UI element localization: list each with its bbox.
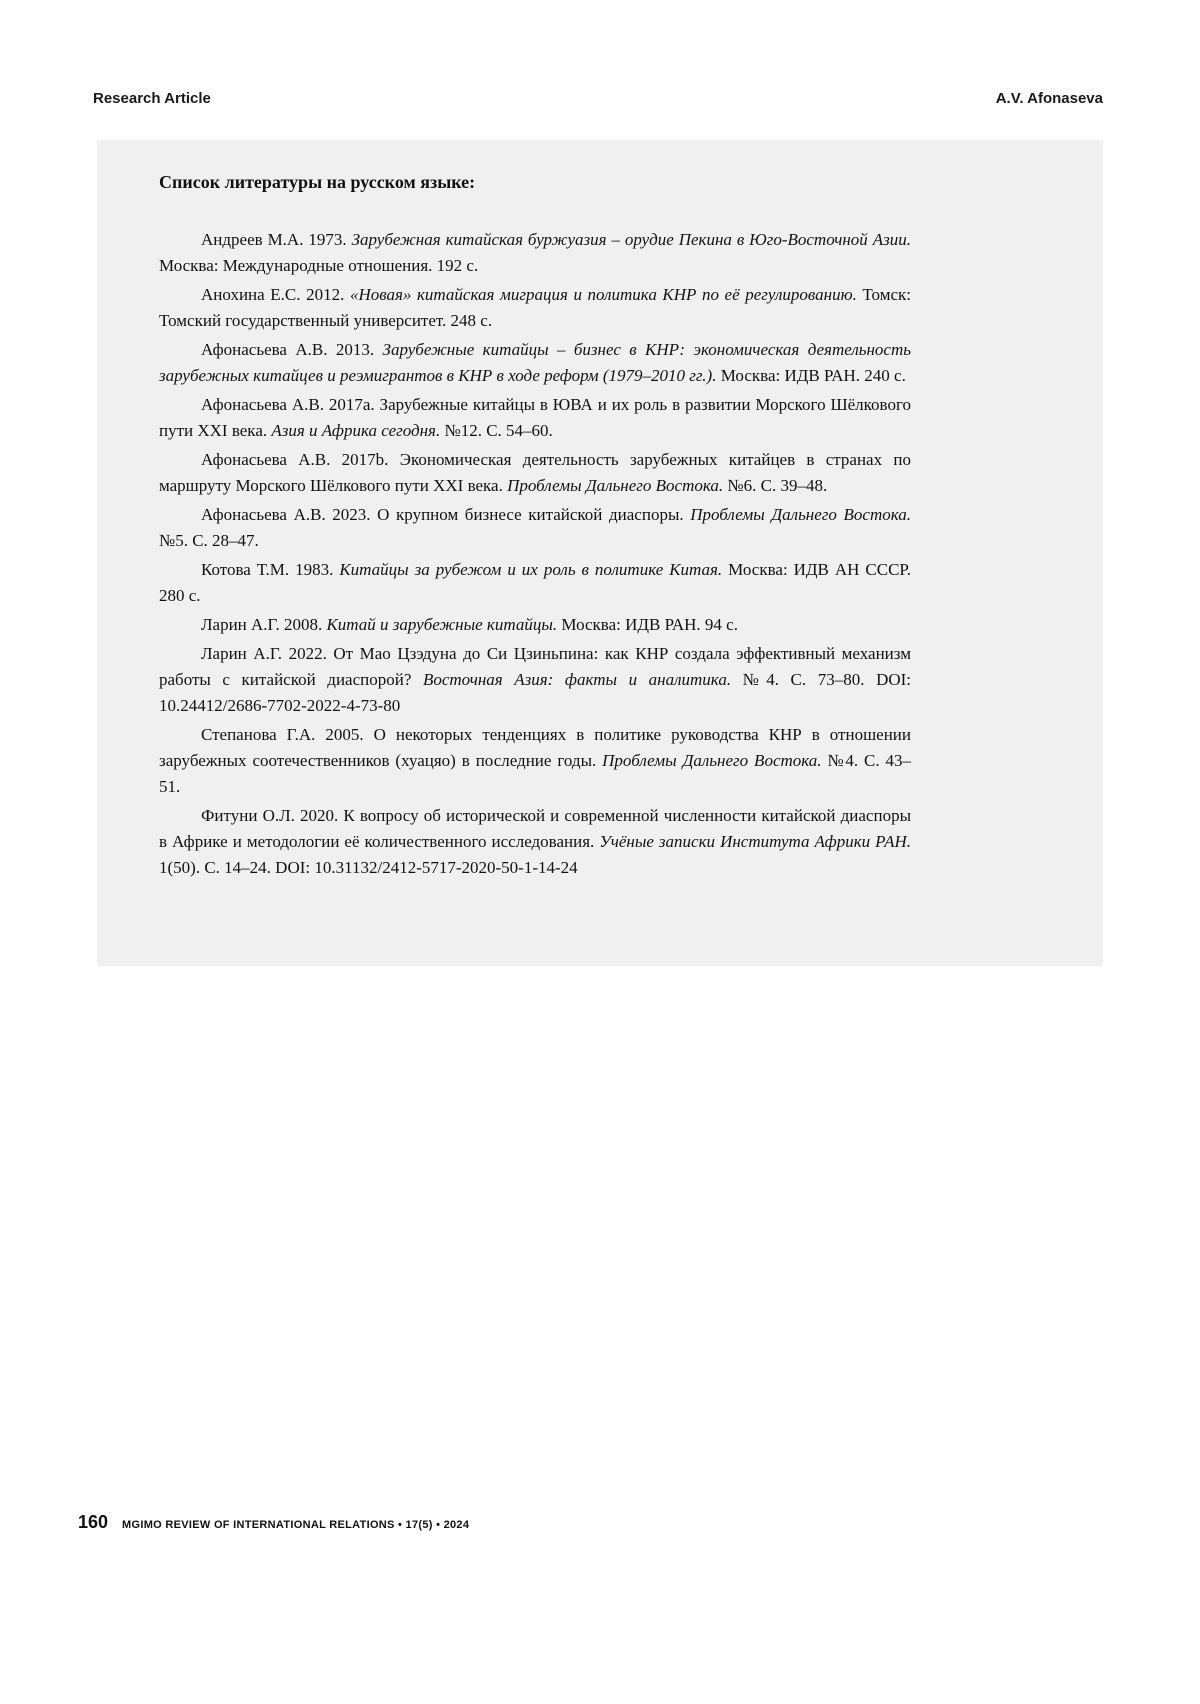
- journal-title: MGIMO REVIEW OF INTERNATIONAL RELATIONS • 17(5) • 2024: [122, 1519, 470, 1531]
- reference-title-italic: Зарубежная китайская буржуазия – орудие Пекина в Юго-Восточной Азии.: [351, 230, 911, 249]
- reference-title-italic: Восточная Азия: факты и аналитика.: [422, 670, 732, 689]
- reference-text: Андреев М.А. 1973.: [201, 230, 352, 249]
- page-number: 160: [78, 1512, 109, 1532]
- reference-text: №4. С. 73–80. DOI: 10.24412/2686-7702-2022-4-73-80: [159, 670, 912, 715]
- reference-text: Ларин А.Г. 2022. От Мао Цзэдуна до Си Цзиньпина: как КНР создала эффективный механизм работы с китайской диаспорой?: [159, 644, 911, 689]
- reference-text: №4. С. 43–51.: [159, 751, 912, 796]
- reference-item: [159, 557, 911, 609]
- reference-text: №5. С. 28–47.: [159, 531, 259, 550]
- reference-item: [159, 447, 911, 499]
- reference-text: №6. С. 39–48.: [723, 476, 828, 495]
- reference-title-italic: Китай и зарубежные китайцы.: [326, 615, 558, 634]
- reference-text: 1(50). С. 14–24. DOI: 10.31132/2412-5717-2020-50-1-14-24: [159, 858, 578, 877]
- reference-text: Анохина Е.С. 2012.: [201, 285, 350, 304]
- reference-item: [159, 282, 911, 334]
- reference-item: [159, 641, 911, 719]
- reference-text: Афонасьева А.В. 2017a. Зарубежные китайцы в ЮВА и их роль в развитии Морского Шёлкового пути XXI века.: [159, 395, 911, 440]
- reference-text: Фитуни О.Л. 2020. К вопросу об исторической и современной численности китайской диаспоры в Африке и методологии её количественного исследования.: [159, 806, 911, 851]
- reference-item: [159, 227, 911, 279]
- reference-text: Томск: Томский государственный университет. 248 с.: [159, 285, 912, 330]
- reference-title-italic: «Новая» китайская миграция и политика КНР по её регулированию.: [349, 285, 857, 304]
- reference-item: [159, 803, 911, 881]
- references-heading: Список литературы на русском языке:: [159, 172, 476, 192]
- reference-title-italic: Зарубежные китайцы – бизнес в КНР: экономическая деятельность зарубежных китайцев и реэмигрантов в КНР в ходе реформ (1979–2010 гг.).: [159, 340, 911, 385]
- reference-item: [159, 392, 911, 444]
- reference-item: [159, 612, 911, 638]
- reference-text: Афонасьева А.В. 2017b. Экономическая деятельность зарубежных китайцев в странах по маршруту Морского Шёлкового пути XXI века.: [159, 450, 911, 495]
- reference-text: Москва: ИДВ РАН. 94 с.: [557, 615, 738, 634]
- reference-title-italic: Учёные записки Института Африки РАН.: [599, 832, 911, 851]
- reference-title-italic: Проблемы Дальнего Востока.: [690, 505, 912, 524]
- reference-text: Ларин А.Г. 2008.: [201, 615, 327, 634]
- reference-title-italic: Проблемы Дальнего Востока.: [602, 751, 822, 770]
- article-type-label: Research Article: [93, 90, 211, 107]
- reference-title-italic: Китайцы за рубежом и их роль в политике Китая.: [339, 560, 723, 579]
- reference-text: Афонасьева А.В. 2023. О крупном бизнесе китайской диаспоры.: [201, 505, 691, 524]
- reference-title-italic: Азия и Африка сегодня.: [271, 421, 441, 440]
- reference-text: Москва: Международные отношения. 192 с.: [159, 256, 479, 275]
- references-list: [159, 227, 911, 881]
- page-footer: [78, 1512, 469, 1533]
- reference-item: [159, 722, 911, 800]
- reference-text: Степанова Г.А. 2005. О некоторых тенденциях в политике руководства КНР в отношении зарубежных соотечественников (хуацяо) в последние годы.: [159, 725, 911, 770]
- page-header: [93, 90, 1103, 107]
- reference-text: Москва: ИДВ РАН. 240 с.: [716, 366, 906, 385]
- reference-text: Афонасьева А.В. 2013.: [201, 340, 383, 359]
- reference-text: Котова Т.М. 1983.: [201, 560, 340, 579]
- author-name-label: A.V. Afonaseva: [995, 90, 1103, 107]
- references-box: [97, 140, 1103, 966]
- reference-item: [159, 337, 911, 389]
- reference-text: №12. С. 54–60.: [440, 421, 553, 440]
- reference-title-italic: Проблемы Дальнего Востока.: [507, 476, 724, 495]
- reference-text: Москва: ИДВ АН СССР. 280 с.: [159, 560, 911, 605]
- reference-item: [159, 502, 911, 554]
